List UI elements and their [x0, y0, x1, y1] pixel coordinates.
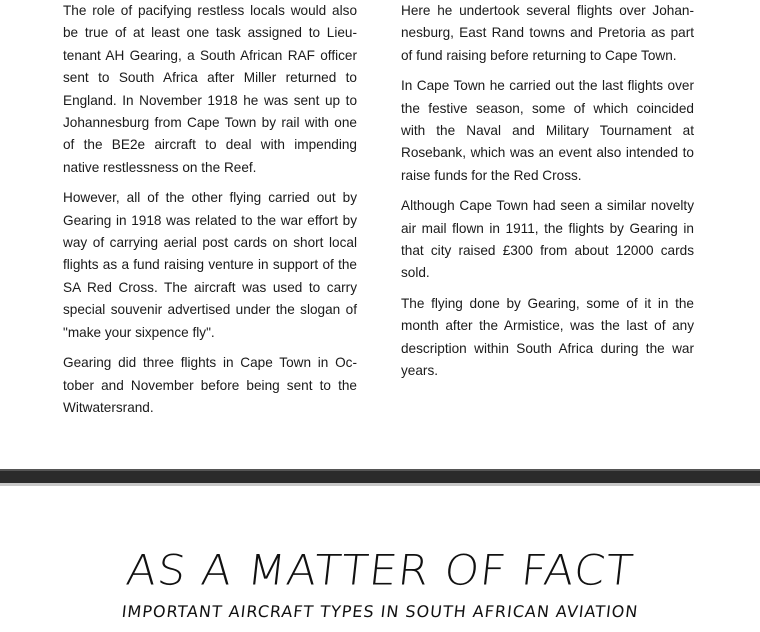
section-banner-subtitle: IMPORTANT AIRCRAFT TYPES IN SOUTH AFRICAN AVIATION [120, 602, 640, 621]
paragraph: The role of pacifying restless locals would also be true of at least one task assigned to Lieutenant AH Gearing, a South African RAF officer sent to South Africa after Miller returned to England. In November 1918 he was sent up to Johannesburg from Cape Town by rail with one of the BE2e aircraft to deal with impending native restlessness on the Reef. [63, 3, 357, 175]
paragraph: Gearing did three flights in Cape Town in October and November before being sent to the Witwatersrand. [63, 355, 357, 415]
paragraph: However, all of the other flying carried out by Gearing in 1918 was related to the war effort by way of carrying aerial post cards on short local flights as a fund raising venture in support of the SA Red Cross. The aircraft was used to carry special souvenir advertised under the slogan of "make your sixpence fly". [63, 190, 357, 340]
paragraph: Although Cape Town had seen a similar novelty air mail flown in 1911, the flights by Gearing in that city raised £300 from about 12000 cards sold. [401, 198, 694, 281]
paragraph: In Cape Town he carried out the last flights over the festive season, some of which coincided with the Naval and Military Tournament at Rosebank, which was an event also intended to raise funds for the Red Cross. [401, 78, 694, 183]
section-banner-title: AS A MATTER OF FACT [123, 546, 637, 595]
section-divider-shadow [0, 483, 760, 486]
paragraph: Here he undertook several flights over Johannesburg, East Rand towns and Pretoria as part of fund raising before returning to Cape Town. [401, 3, 694, 63]
article-column-left [63, 0, 357, 427]
article-column-right [401, 0, 694, 391]
paragraph: The flying done by Gearing, some of it in the month after the Armistice, was the last of any description within South Africa during the war years. [401, 295, 694, 379]
